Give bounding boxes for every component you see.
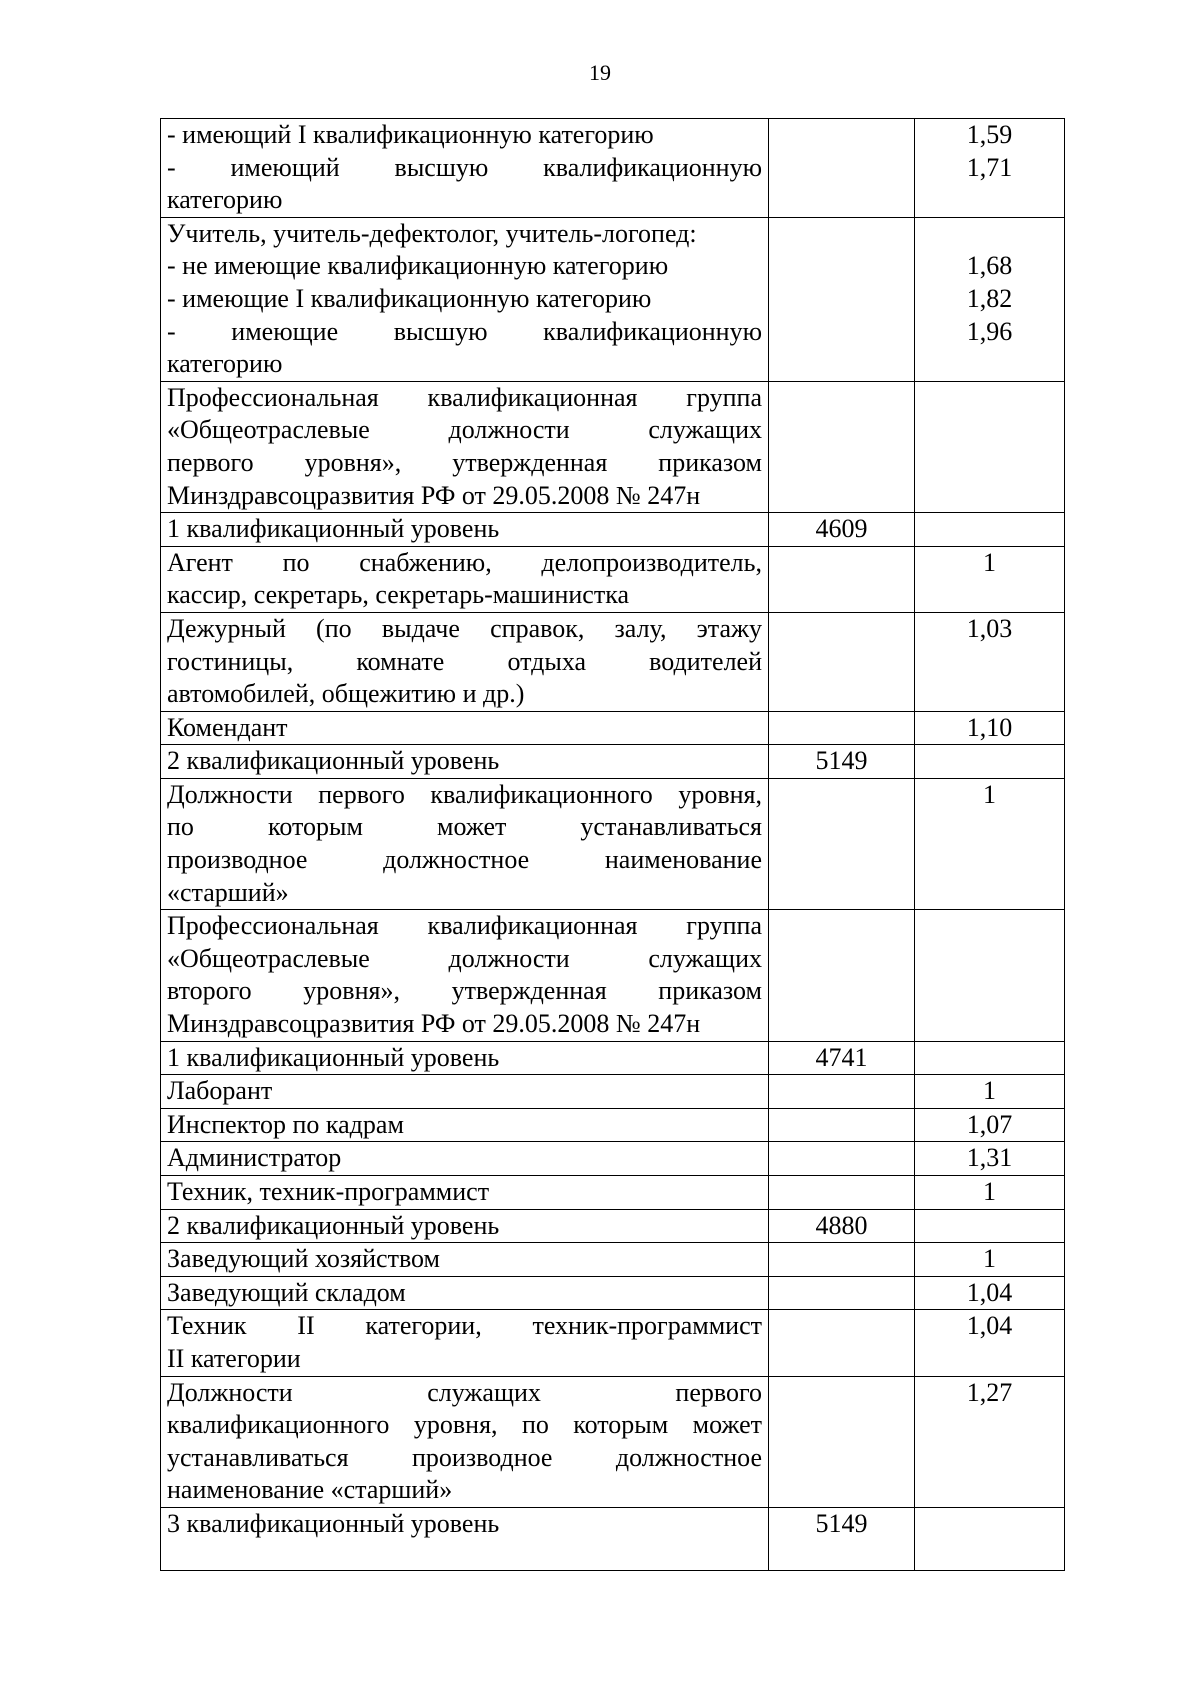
coefficient-cell <box>915 1310 1065 1376</box>
base-salary-cell <box>769 1075 915 1109</box>
position-cell <box>161 1075 769 1109</box>
position-cell <box>161 745 769 779</box>
position-text-line: 1 квалификационный уровень <box>167 514 500 544</box>
coefficient-cell <box>915 1176 1065 1210</box>
position-cell <box>161 381 769 512</box>
coefficient-value: 1,27 <box>966 1377 1013 1407</box>
table-row <box>161 546 1065 612</box>
coefficient-value: 1,31 <box>966 1143 1013 1173</box>
position-cell <box>161 1243 769 1277</box>
base-salary-cell <box>769 910 915 1041</box>
position-cell <box>161 1507 769 1570</box>
table-row <box>161 910 1065 1041</box>
page-number: 19 <box>589 60 611 85</box>
position-cell <box>161 1276 769 1310</box>
table-row <box>161 1310 1065 1376</box>
table-row <box>161 711 1065 745</box>
coefficient-value: 1 <box>983 1076 996 1106</box>
coefficient-cell <box>915 217 1065 381</box>
position-text-line: Комендант <box>167 712 288 742</box>
position-text-line: Инспектор по кадрам <box>167 1109 404 1139</box>
base-salary-cell <box>769 711 915 745</box>
position-text-line: Заведующий складом <box>167 1277 406 1307</box>
position-text-line: «старший» <box>167 877 289 907</box>
position-text-line: Учитель, учитель-дефектолог, учитель-логопед: <box>167 218 697 248</box>
base-salary-cell <box>769 1507 915 1570</box>
position-text-line: Дежурный (по выдаче справок, залу, этажу <box>167 613 762 643</box>
position-text-line: гостиницы, комнате отдыха водителей <box>167 646 762 676</box>
table-row <box>161 119 1065 218</box>
position-text-line: производное должностное наименование <box>167 845 762 875</box>
coefficient-cell <box>915 778 1065 909</box>
position-text-line: Лаборант <box>167 1076 273 1106</box>
coefficient-value: 1,82 <box>966 283 1013 313</box>
table-row <box>161 1507 1065 1570</box>
table-row <box>161 1376 1065 1507</box>
position-text-line: Минздравсоцразвития РФ от 29.05.2008 № 247н <box>167 1009 701 1039</box>
table-body <box>161 119 1065 1571</box>
table-row <box>161 612 1065 711</box>
base-salary-cell <box>769 745 915 779</box>
coefficient-value: 1,07 <box>966 1109 1013 1139</box>
base-salary-cell <box>769 1276 915 1310</box>
coefficient-cell <box>915 612 1065 711</box>
position-text-line: «Общеотраслевые должности служащих <box>167 943 762 973</box>
base-salary-cell <box>769 612 915 711</box>
position-text-line: категорию <box>167 349 283 379</box>
position-text-line: Агент по снабжению, делопроизводитель, <box>167 547 762 577</box>
position-text-line: второго уровня», утвержденная приказом <box>167 976 762 1006</box>
table-row <box>161 1075 1065 1109</box>
coefficient-cell <box>915 546 1065 612</box>
table-row <box>161 217 1065 381</box>
position-text-line: Профессиональная квалификационная группа <box>167 911 762 941</box>
base-salary-cell <box>769 1176 915 1210</box>
position-cell <box>161 1041 769 1075</box>
base-salary-value: 4880 <box>815 1210 868 1240</box>
position-cell <box>161 910 769 1041</box>
position-text-line: - имеющие высшую квалификационную <box>167 316 762 346</box>
base-salary-cell <box>769 513 915 547</box>
table-row <box>161 745 1065 779</box>
base-salary-cell <box>769 1209 915 1243</box>
coefficient-cell <box>915 1075 1065 1109</box>
position-text-line: Должности служащих первого <box>167 1377 762 1407</box>
position-text-line: Минздравсоцразвития РФ от 29.05.2008 № 247н <box>167 480 701 510</box>
position-text-line: квалификационного уровня, по которым может <box>167 1410 762 1440</box>
position-cell <box>161 778 769 909</box>
coefficient-value: 1,96 <box>966 316 1013 346</box>
coefficient-value <box>921 218 1058 251</box>
coefficient-value: 1,10 <box>966 712 1013 742</box>
base-salary-cell <box>769 1041 915 1075</box>
coefficient-cell <box>915 910 1065 1041</box>
position-cell <box>161 711 769 745</box>
base-salary-cell <box>769 1243 915 1277</box>
position-cell <box>161 1310 769 1376</box>
base-salary-cell <box>769 119 915 218</box>
base-salary-cell <box>769 1108 915 1142</box>
coefficient-value: 1,03 <box>966 613 1013 643</box>
position-text-line: автомобилей, общежитию и др.) <box>167 679 525 709</box>
coefficient-cell <box>915 1376 1065 1507</box>
base-salary-cell <box>769 1376 915 1507</box>
position-text-line: Техник, техник-программист <box>167 1177 490 1206</box>
position-text-line: - имеющий I квалификационную категорию <box>167 120 654 149</box>
coefficient-value: 1,59 <box>966 120 1013 149</box>
base-salary-value: 4741 <box>815 1042 868 1072</box>
position-text-line: 2 квалификационный уровень <box>167 1210 500 1240</box>
base-salary-value: 5149 <box>815 1508 868 1538</box>
position-text-line: по которым может устанавливаться <box>167 812 762 842</box>
base-salary-cell <box>769 1310 915 1376</box>
coefficient-value: 1,04 <box>966 1311 1013 1341</box>
coefficient-cell <box>915 1209 1065 1243</box>
position-text-line: 1 квалификационный уровень <box>167 1042 500 1072</box>
coefficient-cell <box>915 1276 1065 1310</box>
position-cell <box>161 612 769 711</box>
coefficient-value: 1 <box>983 1177 996 1206</box>
coefficient-cell <box>915 513 1065 547</box>
position-cell <box>161 546 769 612</box>
base-salary-value: 4609 <box>815 514 868 544</box>
coefficient-value: 1 <box>983 779 996 809</box>
position-cell <box>161 119 769 218</box>
position-text-line: наименование «старший» <box>167 1475 453 1505</box>
coefficient-cell <box>915 119 1065 218</box>
base-salary-cell <box>769 778 915 909</box>
position-cell <box>161 1142 769 1176</box>
position-text-line: Профессиональная квалификационная группа <box>167 382 762 412</box>
position-text-line: II категории <box>167 1343 301 1373</box>
position-cell <box>161 513 769 547</box>
position-text-line: 3 квалификационный уровень <box>167 1508 500 1538</box>
table-row <box>161 1108 1065 1142</box>
position-cell <box>161 1209 769 1243</box>
coefficient-value: 1,04 <box>966 1277 1013 1307</box>
table-row <box>161 1276 1065 1310</box>
position-cell <box>161 1108 769 1142</box>
position-text-line: Заведующий хозяйством <box>167 1244 440 1274</box>
coefficient-cell <box>915 1041 1065 1075</box>
table-row <box>161 1209 1065 1243</box>
coefficient-value: 1,71 <box>966 152 1013 182</box>
base-salary-cell <box>769 217 915 381</box>
position-text-line: первого уровня», утвержденная приказом <box>167 447 762 477</box>
coefficient-cell <box>915 1507 1065 1570</box>
coefficient-cell <box>915 711 1065 745</box>
table-row <box>161 778 1065 909</box>
position-text-line: кассир, секретарь, секретарь-машинистка <box>167 580 629 610</box>
coefficient-cell <box>915 1108 1065 1142</box>
base-salary-cell <box>769 1142 915 1176</box>
coefficient-cell <box>915 1243 1065 1277</box>
position-text-line: «Общеотраслевые должности служащих <box>167 415 762 445</box>
table-row <box>161 1243 1065 1277</box>
position-text-line: категорию <box>167 185 283 215</box>
position-cell <box>161 1176 769 1210</box>
table-row <box>161 1142 1065 1176</box>
base-salary-value: 5149 <box>815 746 868 776</box>
position-text-line: - имеющий высшую квалификационную <box>167 152 762 182</box>
position-text-line: - имеющие I квалификационную категорию <box>167 283 652 313</box>
position-cell <box>161 217 769 381</box>
coefficient-value: 1,68 <box>966 251 1013 281</box>
base-salary-cell <box>769 381 915 512</box>
position-cell <box>161 1376 769 1507</box>
position-text-line: Должности первого квалификационного уровня, <box>167 779 762 809</box>
table-row <box>161 1176 1065 1210</box>
coefficient-value: 1 <box>983 1244 996 1274</box>
position-text-line: - не имеющие квалификационную категорию <box>167 251 669 281</box>
table-row <box>161 1041 1065 1075</box>
position-text-line: Администратор <box>167 1143 342 1173</box>
table-row <box>161 513 1065 547</box>
table-row <box>161 381 1065 512</box>
base-salary-cell <box>769 546 915 612</box>
salary-coefficient-table <box>160 118 1065 1571</box>
coefficient-cell <box>915 745 1065 779</box>
position-text-line: Техник II категории, техник-программист <box>167 1311 762 1341</box>
coefficient-cell <box>915 1142 1065 1176</box>
coefficient-cell <box>915 381 1065 512</box>
coefficient-value: 1 <box>983 547 996 577</box>
position-text-line: устанавливаться производное должностное <box>167 1442 762 1472</box>
position-text-line: 2 квалификационный уровень <box>167 746 500 776</box>
